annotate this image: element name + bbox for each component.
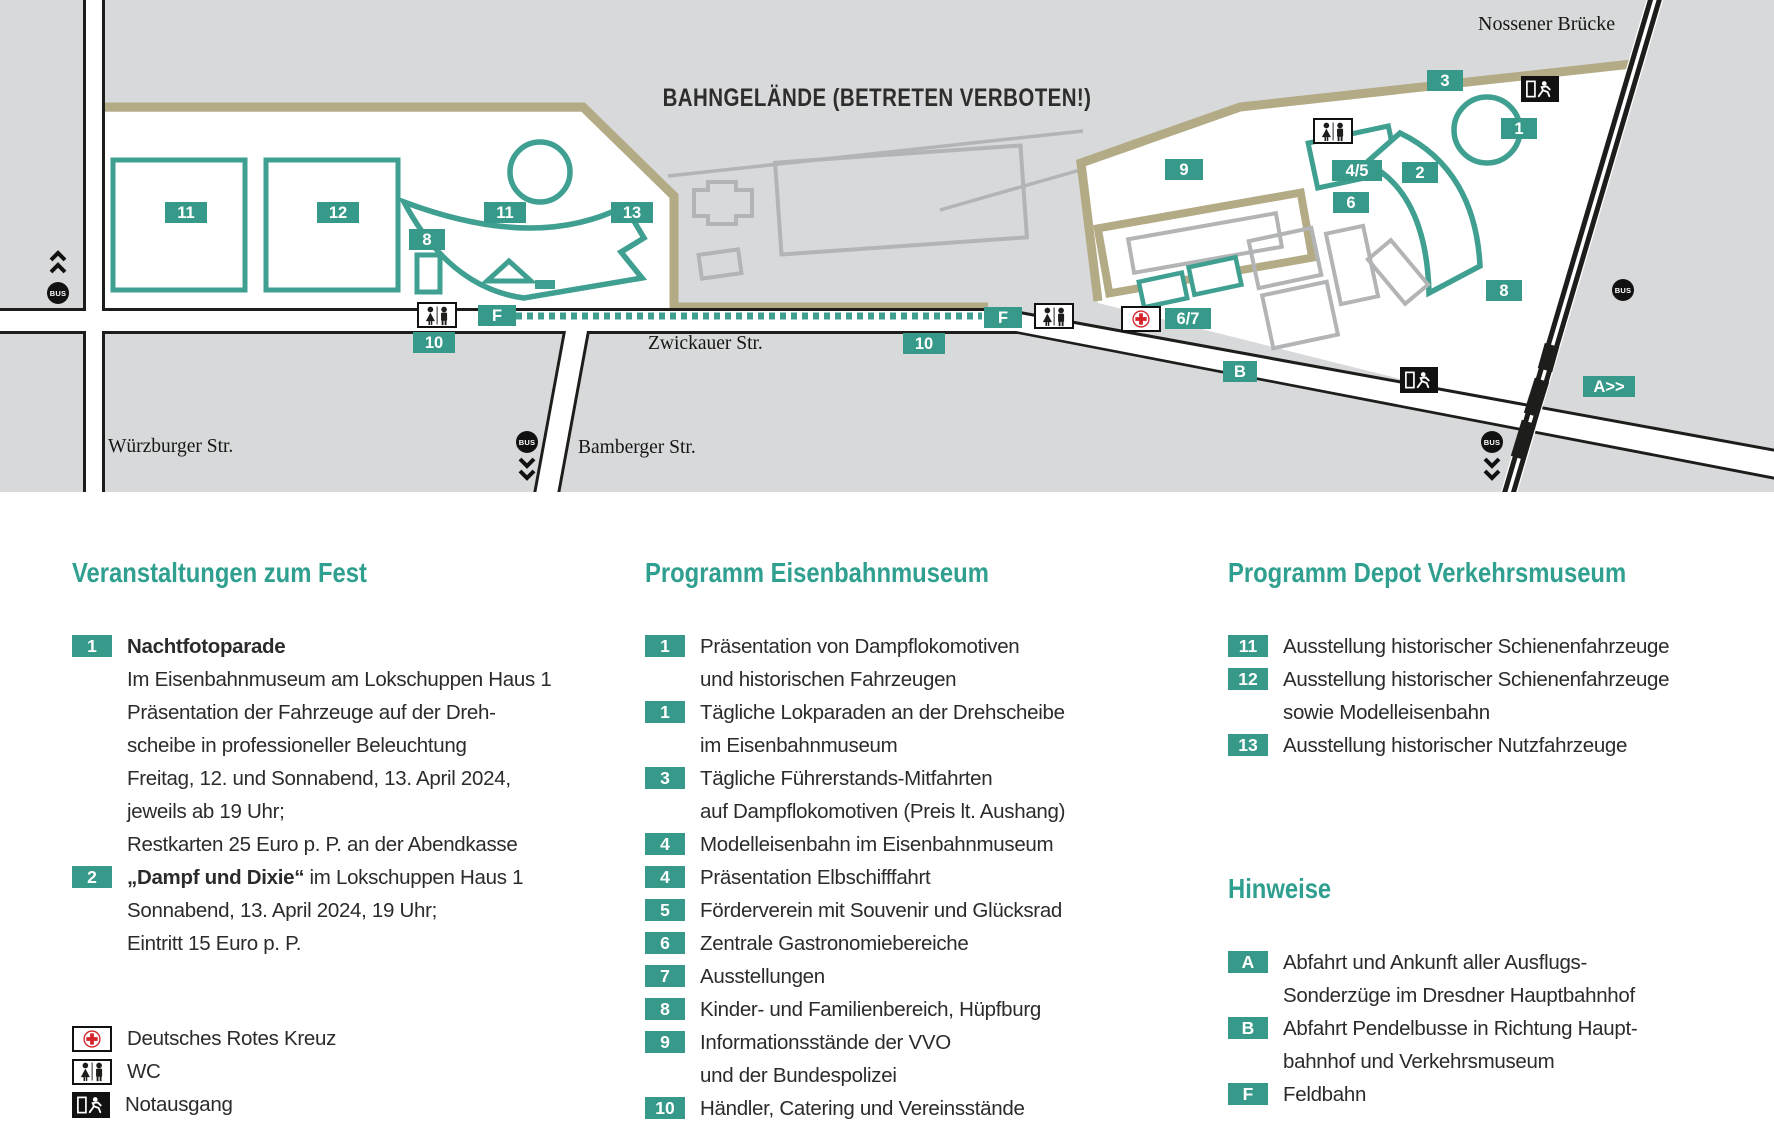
legend-badge-6: 6 [645,932,685,954]
map-badge-1: 1 [1501,118,1537,139]
legend-item-A [1228,946,1768,1012]
legend-text-line: Sonderzüge im Dresdner Hauptbahnhof [1283,984,1635,1007]
legend-item-F [1228,1078,1768,1111]
bus-stop-icon: BUS [1612,279,1634,301]
column-heading-veranstaltungen: Veranstaltungen zum Fest [72,557,367,588]
map-badge-10: 10 [903,333,945,354]
legend-text-line: scheibe in professioneller Beleuchtung [127,734,467,757]
legend-column-verkehrsmuseum [1228,556,1768,1111]
verkehrsmuseum-items [1228,630,1768,762]
legend-column-eisenbahnmuseum [645,556,1125,1125]
legend-text-line: Tägliche Führerstands-Mitfahrten [700,767,993,790]
wc-icon [1313,118,1353,144]
legend-text-line: Ausstellung historischer Schienenfahrzeuge [1283,635,1670,658]
legend-item-3 [645,762,1125,828]
legend-text-line: bahnhof und Verkehrsmuseum [1283,1050,1555,1073]
legend-column-veranstaltungen [72,556,582,1121]
chevrons-down-icon [1482,455,1502,483]
wc-icon [1034,303,1074,329]
legend-text-line: Zentrale Gastronomiebereiche [700,932,969,955]
legend-item-title [127,861,582,894]
legend-badge-5: 5 [645,899,685,921]
legend-item-B [1228,1012,1768,1078]
symbol-label: Deutsches Rotes Kreuz [127,1026,337,1050]
map-badge-B: B [1223,361,1257,382]
legend-badge-7: 7 [645,965,685,987]
legend-text-line: Restkarten 25 Euro p. P. an der Abendkasse [127,833,518,856]
site-map [0,0,1774,492]
street-label-nossener-bruecke: Nossener Brücke [1478,13,1616,35]
map-badge-F: F [984,307,1022,328]
legend-text-line: und der Bundespolizei [700,1064,897,1087]
map-badge-12: 12 [317,202,359,223]
legend-text-line: Sonnabend, 13. April 2024, 19 Uhr; [127,899,438,922]
red-cross-icon [72,1026,112,1052]
legend-text-line: Abfahrt Pendelbusse in Richtung Haupt- [1283,1017,1638,1040]
map-badge-4/5: 4/5 [1332,160,1382,181]
bus-stop-icon: BUS [47,282,69,304]
legend-item-5 [645,894,1125,927]
red-cross-icon [1121,306,1161,332]
legend-text-line: Förderverein mit Souvenir und Glücksrad [700,899,1063,922]
restricted-area-label: BAHNGELÄNDE (BETRETEN VERBOTEN!) [662,84,1092,112]
legend-badge-9: 9 [645,1031,685,1053]
legend-text-line: Abfahrt und Ankunft aller Ausflugs- [1283,951,1588,974]
legend-item-6 [645,927,1125,960]
legend-text-line: auf Dampflokomotiven (Preis lt. Aushang) [700,800,1066,823]
legend-text-line: sowie Modelleisenbahn [1283,701,1490,724]
column-heading-hinweise: Hinweise [1228,873,1332,904]
legend-item-9 [645,1026,1125,1092]
legend-text-line: Präsentation Elbschifffahrt [700,866,931,889]
legend-text-line: Im Eisenbahnmuseum am Lokschuppen Haus 1 [127,668,552,691]
map-badge-F: F [478,305,516,326]
legend-item-1 [645,630,1125,696]
legend-text-line: Präsentation der Fahrzeuge auf der Dreh- [127,701,496,724]
legend-badge-11: 11 [1228,635,1268,657]
wc-icon [72,1059,112,1085]
emergency-exit-icon [1400,367,1438,393]
legend-item-title-bold: „Dampf und Dixie“ [127,866,305,889]
chevrons-down-icon [517,455,537,483]
legend-text-line: Ausstellungen [700,965,825,988]
map-badge-13: 13 [611,202,653,223]
legend-text-line: Kinder- und Familienbereich, Hüpfburg [700,998,1042,1021]
map-badge-6: 6 [1333,192,1369,213]
veranstaltungen-items [72,630,582,960]
bus-stop-icon: BUS [516,431,538,453]
column-heading-verkehrsmuseum: Programm Depot Verkehrsmuseum [1228,557,1627,588]
symbol-legend [72,1022,582,1121]
legend-text-line: Ausstellung historischer Schienenfahrzeuge [1283,668,1670,691]
legend-badge-3: 3 [645,767,685,789]
legend-badge-13: 13 [1228,734,1268,756]
legend-text-line: Freitag, 12. und Sonnabend, 13. April 2024, [127,767,511,790]
legend-item-7 [645,960,1125,993]
legend-badge-8: 8 [645,998,685,1020]
map-badge-2: 2 [1402,162,1438,183]
legend-text-line: Ausstellung historischer Nutzfahrzeuge [1283,734,1628,757]
legend-item-4 [645,861,1125,894]
legend-badge-A: A [1228,951,1268,973]
legend-text-line: Modelleisenbahn im Eisenbahnmuseum [700,833,1054,856]
legend-text-line: im Eisenbahnmuseum [700,734,898,757]
legend-text-line: Präsentation von Dampflokomotiven [700,635,1020,658]
map-badge-A>>: A>> [1583,376,1635,397]
emergency-exit-icon [1521,76,1559,102]
eisenbahnmuseum-items [645,630,1125,1125]
legend-badge-2: 2 [72,866,112,888]
map-badge-3: 3 [1427,70,1463,91]
legend-item-11 [1228,630,1768,663]
legend-badge-B: B [1228,1017,1268,1039]
column-heading-eisenbahnmuseum: Programm Eisenbahnmuseum [645,557,989,588]
map-badge-11: 11 [165,202,207,223]
legend-item-4 [645,828,1125,861]
legend-badge-12: 12 [1228,668,1268,690]
legend-item-13 [1228,729,1768,762]
street-label-wuerzburger: Würzburger Str. [108,436,234,457]
legend-item-8 [645,993,1125,1026]
legend-badge-4: 4 [645,866,685,888]
symbol-legend-row [72,1055,582,1088]
legend-item-2 [72,861,582,960]
legend-text-line: Tägliche Lokparaden an der Drehscheibe [700,701,1065,724]
emergency-exit-icon [72,1092,110,1118]
street-label-zwickauer: Zwickauer Str. [648,333,763,354]
legend-text-line: Eintritt 15 Euro p. P. [127,932,302,955]
hinweise-items [1228,946,1768,1111]
map-badge-8: 8 [1486,280,1522,301]
map-base-graphics [0,0,1774,492]
map-badge-6/7: 6/7 [1165,308,1211,329]
map-badge-10: 10 [413,332,455,353]
legend-badge-1: 1 [72,635,112,657]
legend-item-title: Nachtfotoparade [127,635,286,658]
bus-stop-icon: BUS [1481,431,1503,453]
legend-item-12 [1228,663,1768,729]
legend-badge-4: 4 [645,833,685,855]
legend-badge-10: 10 [645,1097,685,1119]
legend-text-line: Feldbahn [1283,1083,1367,1106]
chevrons-up-icon [48,248,68,276]
symbol-legend-row [72,1022,582,1055]
legend-item-1 [645,696,1125,762]
legend-text-line: jeweils ab 19 Uhr; [127,800,285,823]
legend-badge-1: 1 [645,701,685,723]
symbol-label: Notausgang [125,1092,233,1116]
legend-item-10 [645,1092,1125,1125]
legend-text-line: Händler, Catering und Vereinsstände [700,1097,1025,1120]
map-badge-9: 9 [1165,159,1203,180]
symbol-legend-row [72,1088,582,1121]
legend-text-line: und historischen Fahrzeugen [700,668,957,691]
map-badge-8: 8 [409,229,445,250]
map-badge-11: 11 [484,202,526,223]
street-label-bamberger: Bamberger Str. [578,437,696,458]
legend-text-line: Informationsstände der VVO [700,1031,951,1054]
legend-badge-F: F [1228,1083,1268,1105]
wc-icon [417,302,457,328]
symbol-label: WC [127,1059,161,1083]
legend-item-title-rest: im Lokschuppen Haus 1 [304,866,524,889]
legend-item-1 [72,630,582,861]
legend-badge-1: 1 [645,635,685,657]
